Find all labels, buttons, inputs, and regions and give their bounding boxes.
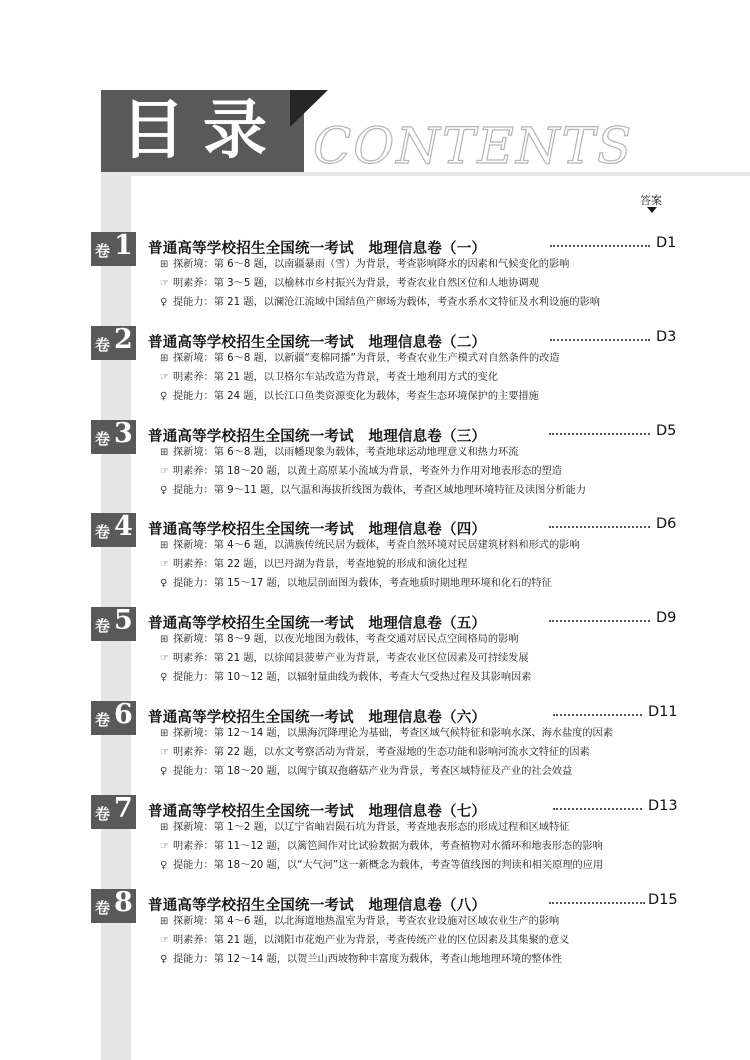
entry-detail-line <box>160 744 590 762</box>
dot-leader <box>549 620 650 622</box>
entry-detail-line <box>160 537 580 555</box>
entry-title[interactable]: 普通高等学校招生全国统一考试 地理信息卷（三） <box>148 429 487 445</box>
toc-entry <box>0 607 750 697</box>
volume-number: 1 <box>114 230 133 261</box>
detail-text: 探新境：第 6～8 题，以南疆暴雨（雪）为背景，考查影响降水的因素和气候变化的影响 <box>173 259 570 270</box>
dot-leader <box>553 714 642 716</box>
volume-badge <box>91 326 136 360</box>
detail-text: 探新境：第 1～2 题，以辽宁省岫岩陨石坑为背景，考查地表形态的形成过程和区域特征 <box>173 822 570 833</box>
lightbulb-icon: ♀ <box>160 766 168 777</box>
entry-page-ref[interactable]: D11 <box>648 704 678 720</box>
entry-detail-line <box>160 857 603 875</box>
entry-title[interactable]: 普通高等学校招生全国统一考试 地理信息卷（二） <box>148 335 487 351</box>
entry-detail-line <box>160 275 539 293</box>
search-icon: ⊞ <box>160 822 169 833</box>
hand-icon: ☞ <box>160 653 169 664</box>
detail-text: 明素养：第 22 题，以巴丹湖为背景，考查地貌的形成和演化过程 <box>173 559 468 570</box>
hand-icon: ☞ <box>160 559 169 570</box>
detail-text: 提能力：第 21 题，以澜沧江流域中国结鱼产卵场为载体，考查水系水文特征及水利设施的影响 <box>173 297 600 308</box>
entry-title[interactable]: 普通高等学校招生全国统一考试 地理信息卷（六） <box>148 710 487 726</box>
detail-text: 提能力：第 24 题，以长江口鱼类资源变化为载体，考查生态环境保护的主要措施 <box>173 391 539 402</box>
entry-page-ref[interactable]: D9 <box>656 610 677 626</box>
lightbulb-icon: ♀ <box>160 485 168 496</box>
detail-text: 提能力：第 18～20 题，以“大气河”这一新概念为载体，考查等值线图的判读和相关原理的应用 <box>173 860 604 871</box>
volume-badge <box>91 701 136 735</box>
detail-text: 明素养：第 22 题，以水文考察活动为背景，考查湿地的生态功能和影响河流水文特征的因素 <box>173 747 590 758</box>
search-icon: ⊞ <box>160 540 169 551</box>
entry-page-ref[interactable]: D13 <box>648 798 678 814</box>
lightbulb-icon: ♀ <box>160 672 168 683</box>
entry-detail-line <box>160 650 529 668</box>
volume-label: 卷 <box>95 617 111 635</box>
entry-detail-line <box>160 838 603 856</box>
entry-page-ref[interactable]: D6 <box>656 516 677 532</box>
detail-text: 提能力：第 15～17 题，以地层剖面图为载体，考查地质时期地理环境和化石的特征 <box>173 578 552 589</box>
entry-detail-line <box>160 294 600 312</box>
toc-entry <box>0 326 750 416</box>
entry-title[interactable]: 普通高等学校招生全国统一考试 地理信息卷（八） <box>148 898 487 914</box>
toc-entry <box>0 889 750 979</box>
dot-leader <box>549 526 650 528</box>
entry-detail-line <box>160 350 560 368</box>
volume-label: 卷 <box>95 336 111 354</box>
contents-watermark: CONTENTS <box>313 117 634 175</box>
hand-icon: ☞ <box>160 372 169 383</box>
entry-detail-line <box>160 725 613 743</box>
detail-text: 明素养：第 21 题，以浏阳市花炮产业为背景，考查传统产业的区位因素及其集聚的意义 <box>173 935 570 946</box>
volume-label: 卷 <box>95 523 111 541</box>
detail-text: 明素养：第 11～12 题，以篱笆间作对比试验数据为载体，考查植物对水循环和地表形态的影响 <box>173 841 603 852</box>
entry-detail-line <box>160 256 569 274</box>
entry-title[interactable]: 普通高等学校招生全国统一考试 地理信息卷（一） <box>148 241 487 257</box>
volume-number: 8 <box>114 887 133 918</box>
volume-badge <box>91 889 136 923</box>
detail-text: 提能力：第 12～14 题，以贺兰山西坡物种丰富度为载体，考查山地地理环境的整体性 <box>173 954 562 965</box>
detail-text: 明素养：第 21 题，以卫格尔车站改造为背景，考查土地利用方式的变化 <box>173 372 499 383</box>
entry-detail-line <box>160 951 562 969</box>
entry-detail-line <box>160 819 569 837</box>
volume-badge <box>91 232 136 266</box>
volume-number: 2 <box>114 324 133 355</box>
entry-title[interactable]: 普通高等学校招生全国统一考试 地理信息卷（五） <box>148 616 487 632</box>
volume-label: 卷 <box>95 430 111 448</box>
entry-page-ref[interactable]: D15 <box>648 892 678 908</box>
volume-badge <box>91 420 136 454</box>
volume-number: 3 <box>114 418 133 449</box>
detail-text: 探新境：第 6～8 题，以雨幡现象为载体，考查地球运动地理意义和热力环流 <box>173 447 519 458</box>
entry-page-ref[interactable]: D1 <box>656 235 677 251</box>
detail-text: 明素养：第 18～20 题，以黄土高原某小流域为背景，考查外力作用对地表形态的塑造 <box>173 466 562 477</box>
entry-title[interactable]: 普通高等学校招生全国统一考试 地理信息卷（七） <box>148 804 487 820</box>
search-icon: ⊞ <box>160 353 169 364</box>
detail-text: 探新境：第 6～8 题，以新疆“麦棉同播”为背景，考查农业生产模式对自然条件的改造 <box>173 353 560 364</box>
lightbulb-icon: ♀ <box>160 860 168 871</box>
detail-text: 探新境：第 12～14 题，以黑海沉降理论为基础，考查区域气候特征和影响水深、海水盐度的因素 <box>173 728 613 739</box>
toc-entry <box>0 420 750 510</box>
hand-icon: ☞ <box>160 935 169 946</box>
dot-leader <box>550 339 650 341</box>
search-icon: ⊞ <box>160 447 169 458</box>
toc-entry <box>0 701 750 791</box>
hand-icon: ☞ <box>160 747 169 758</box>
entry-detail-line <box>160 482 586 500</box>
search-icon: ⊞ <box>160 916 169 927</box>
volume-label: 卷 <box>95 899 111 917</box>
triangle-down-icon <box>647 207 657 213</box>
toc-entry <box>0 232 750 322</box>
detail-text: 提能力：第 9～11 题，以气温和海拔折线图为载体，考查区域地理环境特征及读图分析能力 <box>173 485 587 496</box>
detail-text: 明素养：第 3～5 题，以榆林市乡村振兴为背景，考查农业自然区位和人地协调观 <box>173 278 539 289</box>
entry-detail-line <box>160 913 559 931</box>
dot-leader <box>550 245 650 247</box>
volume-number: 5 <box>114 605 133 636</box>
detail-text: 探新境：第 4～6 题，以满族传统民居为载体，考查自然环境对民居建筑材料和形式的影响 <box>173 540 580 551</box>
entry-detail-line <box>160 444 518 462</box>
toc-entry <box>0 513 750 603</box>
volume-badge <box>91 795 136 829</box>
volume-label: 卷 <box>95 805 111 823</box>
dot-leader <box>553 808 642 810</box>
detail-text: 明素养：第 21 题，以徐闻县菠萝产业为背景，考查农业区位因素及可持续发展 <box>173 653 529 664</box>
entry-detail-line <box>160 369 498 387</box>
volume-number: 6 <box>114 699 133 730</box>
search-icon: ⊞ <box>160 728 169 739</box>
detail-text: 探新境：第 8～9 题，以夜光地图为载体，考查交通对居民点空间格局的影响 <box>173 634 519 645</box>
entry-detail-line <box>160 463 562 481</box>
hand-icon: ☞ <box>160 466 169 477</box>
volume-label: 卷 <box>95 711 111 729</box>
lightbulb-icon: ♀ <box>160 297 168 308</box>
detail-text: 探新境：第 4～6 题，以北海道地热温室为背景，考查农业设施对区域农业生产的影响 <box>173 916 560 927</box>
search-icon: ⊞ <box>160 634 169 645</box>
entry-detail-line <box>160 631 518 649</box>
toc-entry <box>0 795 750 885</box>
volume-badge <box>91 607 136 641</box>
hand-icon: ☞ <box>160 278 169 289</box>
entry-detail-line <box>160 669 531 687</box>
search-icon: ⊞ <box>160 259 169 270</box>
entry-detail-line <box>160 575 552 593</box>
hand-icon: ☞ <box>160 841 169 852</box>
entry-detail-line <box>160 932 569 950</box>
volume-badge <box>91 513 136 547</box>
entry-page-ref[interactable]: D3 <box>656 329 677 345</box>
detail-text: 提能力：第 10～12 题，以辐射量曲线为载体，考查大气受热过程及其影响因素 <box>173 672 532 683</box>
dot-leader <box>549 433 650 435</box>
page-title: 目录 <box>121 93 285 168</box>
entry-title[interactable]: 普通高等学校招生全国统一考试 地理信息卷（四） <box>148 522 487 538</box>
entry-detail-line <box>160 556 468 574</box>
lightbulb-icon: ♀ <box>160 954 168 965</box>
volume-number: 4 <box>114 511 133 542</box>
volume-number: 7 <box>114 793 133 824</box>
detail-text: 提能力：第 18～20 题，以闽宁镇双孢蘑菇产业为背景，考查区域特征及产业的社会效益 <box>173 766 573 777</box>
volume-label: 卷 <box>95 242 111 260</box>
lightbulb-icon: ♀ <box>160 391 168 402</box>
entry-page-ref[interactable]: D5 <box>656 423 677 439</box>
entry-detail-line <box>160 763 572 781</box>
lightbulb-icon: ♀ <box>160 578 168 589</box>
entry-detail-line <box>160 388 539 406</box>
answer-column-label: 答案 <box>640 194 662 207</box>
dot-leader <box>549 902 645 904</box>
